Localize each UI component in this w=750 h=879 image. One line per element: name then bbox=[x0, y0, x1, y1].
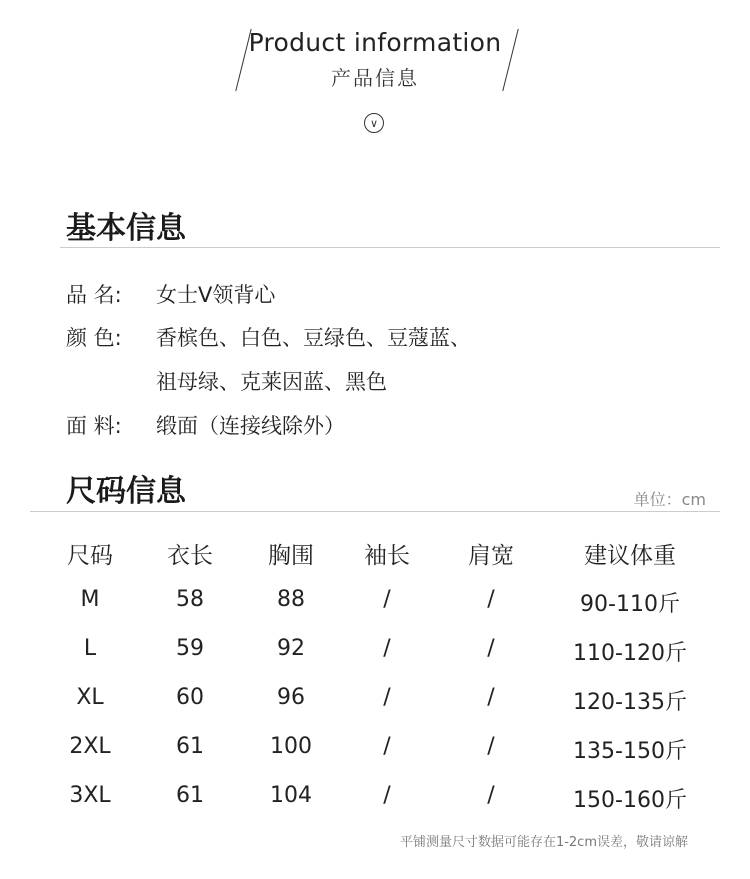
table-cell: / bbox=[487, 587, 495, 612]
info-row-fabric bbox=[66, 410, 345, 440]
table-cell: XL bbox=[76, 685, 104, 710]
table-cell: 60 bbox=[176, 685, 204, 710]
info-value: 祖母绿、克莱因蓝、黑色 bbox=[156, 370, 387, 394]
table-cell: 2XL bbox=[69, 734, 111, 759]
table-cell: / bbox=[383, 783, 391, 808]
table-cell: / bbox=[487, 783, 495, 808]
info-label: 面 料: bbox=[66, 414, 122, 438]
table-cell: 120-135斤 bbox=[573, 690, 687, 715]
info-row-color bbox=[66, 322, 471, 352]
table-cell: 59 bbox=[176, 636, 204, 661]
measurement-note: 平铺测量尺寸数据可能存在1-2cm误差，敬请谅解 bbox=[399, 835, 688, 850]
basic-info-divider bbox=[60, 247, 720, 248]
table-header-cell: 尺码 bbox=[67, 543, 113, 569]
header-title-en: Product information bbox=[248, 28, 502, 57]
table-cell: / bbox=[383, 587, 391, 612]
table-header-cell: 建议体重 bbox=[584, 543, 676, 569]
table-header-cell: 胸围 bbox=[268, 543, 314, 569]
table-cell: 100 bbox=[270, 734, 312, 759]
table-cell: 61 bbox=[176, 783, 204, 808]
table-cell: / bbox=[383, 685, 391, 710]
info-label: 品 名: bbox=[66, 283, 122, 307]
table-cell: 104 bbox=[270, 783, 312, 808]
table-header-cell: 袖长 bbox=[364, 543, 410, 569]
chevron-down-circle-icon: ∨ bbox=[364, 113, 384, 133]
table-cell: 96 bbox=[277, 685, 305, 710]
table-cell: / bbox=[383, 636, 391, 661]
table-cell: L bbox=[83, 636, 97, 661]
info-value: 女士V领背心 bbox=[156, 283, 276, 307]
size-info-title: 尺码信息 bbox=[66, 474, 186, 509]
info-value: 缎面（连接线除外） bbox=[156, 414, 345, 438]
table-cell: / bbox=[487, 685, 495, 710]
size-info-divider bbox=[30, 511, 720, 512]
table-cell: / bbox=[383, 734, 391, 759]
table-cell: 58 bbox=[176, 587, 204, 612]
basic-info-title: 基本信息 bbox=[66, 211, 186, 246]
table-cell: 135-150斤 bbox=[573, 739, 687, 764]
table-cell: M bbox=[80, 587, 100, 612]
info-value: 香槟色、白色、豆绿色、豆蔻蓝、 bbox=[156, 326, 471, 350]
info-row-name bbox=[66, 279, 275, 309]
table-cell: 92 bbox=[277, 636, 305, 661]
table-cell: / bbox=[487, 734, 495, 759]
header-title-cn: 产品信息 bbox=[331, 66, 419, 90]
info-label: 颜 色: bbox=[66, 326, 122, 350]
table-cell: 90-110斤 bbox=[580, 592, 680, 617]
table-header-cell: 肩宽 bbox=[468, 543, 514, 569]
unit-label: 单位：cm bbox=[633, 490, 706, 509]
table-cell: 150-160斤 bbox=[573, 788, 687, 813]
info-row-color-cont bbox=[66, 366, 387, 396]
table-cell: / bbox=[487, 636, 495, 661]
table-cell: 3XL bbox=[69, 783, 111, 808]
table-header-cell: 衣长 bbox=[167, 543, 213, 569]
table-cell: 110-120斤 bbox=[573, 641, 687, 666]
table-cell: 61 bbox=[176, 734, 204, 759]
table-cell: 88 bbox=[277, 587, 305, 612]
